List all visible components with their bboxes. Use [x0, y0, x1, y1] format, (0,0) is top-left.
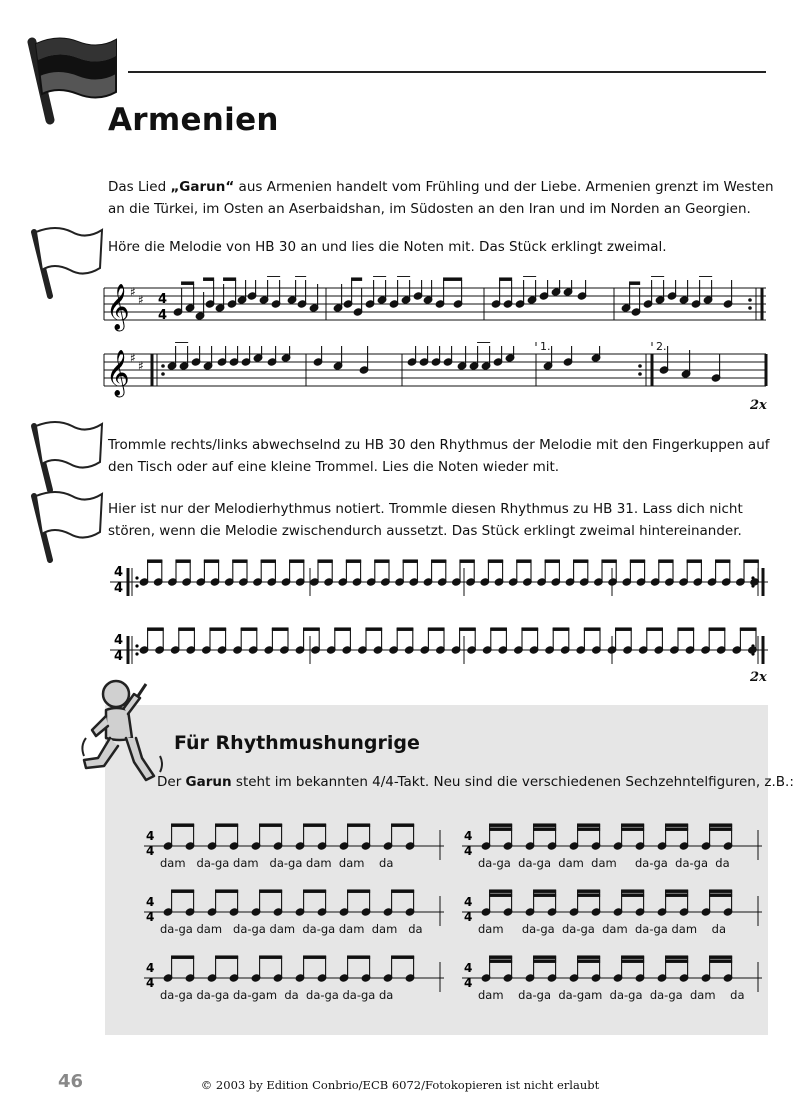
- title-rule: [128, 71, 766, 73]
- melody-staff-2: [102, 342, 772, 402]
- example-syllables-3: da-ga dam da-ga dam da-ga dam dam da: [160, 922, 423, 936]
- svg-text:♯: ♯: [130, 285, 136, 299]
- svg-text:♯: ♯: [138, 359, 144, 373]
- example-syllables-5: da-ga da-ga da-gam da da-ga da-ga da: [160, 988, 394, 1002]
- task-flag-icon: [26, 224, 106, 300]
- example-rhythm-2: [462, 816, 762, 860]
- example-rhythm-4: [462, 882, 762, 926]
- task-3-text: Hier ist nur der Melodierhythmus notiert. Trommle diesen Rhythmus zu HB 31. Lass dich nicht stören, wenn die Melodie zwischendurch aussetzt. Das Stück erklingt zweimal hintereinander.: [108, 501, 743, 539]
- svg-text:4: 4: [464, 829, 473, 843]
- svg-text:4: 4: [114, 633, 124, 648]
- task-flag-icon: [26, 418, 106, 494]
- svg-text:4: 4: [464, 910, 473, 924]
- svg-text:4: 4: [146, 895, 155, 909]
- treble-clef-icon: 𝄞: [106, 350, 130, 396]
- copyright-footer: © 2003 by Edition Conbrio/ECB 6072/Fotokopieren ist nicht erlaubt: [200, 1078, 600, 1092]
- intro-paragraph: [108, 176, 778, 220]
- task-flag-icon: [26, 488, 106, 564]
- svg-text:4: 4: [146, 976, 155, 990]
- example-rhythm-1: [144, 816, 444, 860]
- repeat-2x-2: 2x: [750, 670, 767, 685]
- svg-text:♯: ♯: [138, 293, 144, 307]
- task-1-text: Höre die Melodie von HB 30 an und lies die Noten mit. Das Stück erklingt zweimal.: [108, 239, 667, 255]
- melody-staff-1: [102, 276, 772, 336]
- volta-1: 1.: [540, 340, 551, 353]
- page-title: Armenien: [108, 102, 279, 138]
- svg-text:4: 4: [114, 581, 124, 596]
- rhythm-line-2: [110, 620, 770, 666]
- example-syllables-2: da-ga da-ga dam dam da-ga da-ga da: [478, 856, 730, 870]
- volta-2: 2.: [656, 340, 667, 353]
- svg-text:4: 4: [464, 895, 473, 909]
- page-number: 46: [58, 1071, 84, 1092]
- intro-prefix: Das Lied: [108, 179, 171, 195]
- task-2-text: Trommle rechts/links abwechselnd zu HB 30 den Rhythmus der Melodie mit den Fingerkuppen auf den Tisch oder auf eine kleine Trommel. Lies die Noten wieder mit.: [108, 437, 770, 475]
- rhythm-line-1: [110, 552, 770, 598]
- svg-text:4: 4: [146, 844, 155, 858]
- svg-text:4: 4: [146, 910, 155, 924]
- svg-text:4: 4: [464, 844, 473, 858]
- box-title: Für Rhythmushungrige: [174, 732, 420, 754]
- example-syllables-6: dam da-ga da-gam da-ga da-ga dam da: [478, 988, 745, 1002]
- example-syllables-4: dam da-ga da-ga dam da-ga dam da: [478, 922, 727, 936]
- intro-rest: aus Armenien handelt vom Frühling und der Liebe. Armenien grenzt im Westen an die Türkei, im Osten an Aserbaidshan, im Südosten an den Iran und im Norden an Georgien.: [108, 179, 774, 217]
- example-rhythm-5: [144, 948, 444, 992]
- repeat-2x-1: 2x: [750, 398, 767, 413]
- treble-clef-icon: 𝄞: [106, 284, 130, 330]
- svg-text:4: 4: [114, 565, 124, 580]
- svg-text:4: 4: [158, 292, 168, 307]
- example-rhythm-6: [462, 948, 762, 992]
- svg-text:4: 4: [146, 961, 155, 975]
- svg-text:4: 4: [158, 308, 168, 323]
- svg-text:♯: ♯: [130, 351, 136, 365]
- example-rhythm-3: [144, 882, 444, 926]
- box-intro: Der Garun steht im bekannten 4/4-Takt. Neu sind die verschiedenen Sechzehntelfiguren, z.B.:: [157, 774, 794, 790]
- svg-text:4: 4: [464, 961, 473, 975]
- example-syllables-1: dam da-ga dam da-ga dam dam da: [160, 856, 394, 870]
- svg-text:4: 4: [464, 976, 473, 990]
- svg-text:4: 4: [146, 829, 155, 843]
- svg-text:4: 4: [114, 649, 124, 664]
- armenia-flag-icon: [18, 30, 118, 125]
- song-name: „Garun“: [170, 179, 235, 195]
- dancing-figure-icon: [76, 676, 166, 796]
